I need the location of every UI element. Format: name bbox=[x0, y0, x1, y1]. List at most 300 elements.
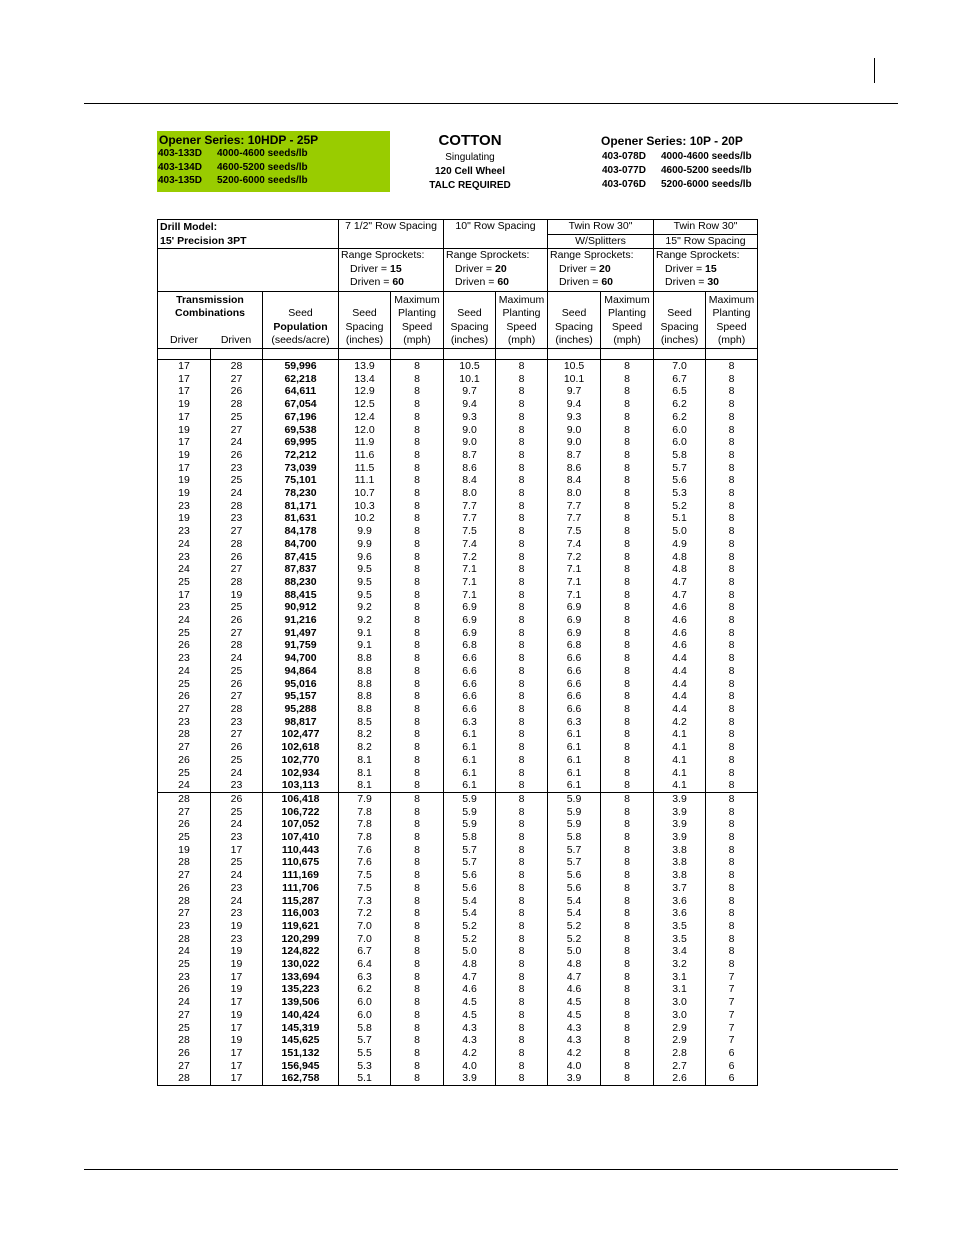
table-cell: 10.5 bbox=[444, 360, 496, 373]
table-cell: 9.2 bbox=[339, 614, 391, 627]
table-cell: 8.4 bbox=[548, 474, 601, 487]
trans-line-2: Combinations bbox=[175, 307, 245, 320]
population-cell: 91,497 bbox=[263, 627, 339, 640]
crop-title: COTTON bbox=[438, 132, 502, 149]
table-cell: 8 bbox=[706, 920, 758, 933]
population-cell: 88,230 bbox=[263, 576, 339, 589]
table-cell: 8 bbox=[496, 767, 548, 780]
h-spacing: Spacing bbox=[450, 320, 489, 333]
table-cell: 17 bbox=[211, 996, 263, 1009]
spacing-subtitle: W/Splitters bbox=[548, 234, 654, 249]
table-cell: 8 bbox=[391, 652, 444, 665]
table-cell: 19 bbox=[211, 958, 263, 971]
population-cell: 106,722 bbox=[263, 806, 339, 819]
h-spacing: Spacing bbox=[345, 320, 384, 333]
table-cell: 7.9 bbox=[339, 792, 391, 805]
table-cell: 4.4 bbox=[654, 703, 706, 716]
table-cell: 6.2 bbox=[654, 411, 706, 424]
table-cell: 8 bbox=[496, 411, 548, 424]
range-sprockets-label: Range Sprockets: bbox=[341, 249, 425, 261]
table-cell: 5.0 bbox=[444, 945, 496, 958]
table-cell: 8 bbox=[706, 844, 758, 857]
table-cell: 7.5 bbox=[444, 525, 496, 538]
table-row bbox=[158, 907, 758, 920]
table-cell: 5.6 bbox=[444, 869, 496, 882]
table-cell: 8 bbox=[706, 665, 758, 678]
table-cell: 8 bbox=[391, 678, 444, 691]
table-cell: 19 bbox=[158, 398, 211, 411]
table-row bbox=[158, 754, 758, 767]
population-cell: 94,864 bbox=[263, 665, 339, 678]
table-cell: 3.9 bbox=[654, 806, 706, 819]
table-cell: 8 bbox=[601, 844, 654, 857]
table-cell: 24 bbox=[158, 779, 211, 792]
opener-right-row bbox=[601, 164, 761, 178]
table-cell: 8 bbox=[496, 500, 548, 513]
table-cell: 8 bbox=[601, 627, 654, 640]
table-cell: 17 bbox=[158, 360, 211, 373]
population-cell: 145,319 bbox=[263, 1022, 339, 1035]
population-cell: 95,288 bbox=[263, 703, 339, 716]
table-cell: 27 bbox=[211, 627, 263, 640]
table-cell: 8 bbox=[706, 728, 758, 741]
table-cell: 6.5 bbox=[654, 385, 706, 398]
population-cell: 75,101 bbox=[263, 474, 339, 487]
table-cell: 4.4 bbox=[654, 652, 706, 665]
table-cell: 8 bbox=[391, 779, 444, 792]
table-row bbox=[158, 563, 758, 576]
table-cell: 3.1 bbox=[654, 971, 706, 984]
table-cell: 8.5 bbox=[339, 716, 391, 729]
table-cell: 5.4 bbox=[444, 907, 496, 920]
table-cell: 5.6 bbox=[654, 474, 706, 487]
table-cell: 8 bbox=[391, 1060, 444, 1073]
table-cell: 8 bbox=[496, 983, 548, 996]
opener-range: 4600-5200 seeds/lb bbox=[661, 165, 752, 176]
range-sprockets-label: Range Sprockets: bbox=[656, 249, 740, 261]
table-cell: 8 bbox=[601, 958, 654, 971]
table-cell: 28 bbox=[158, 1034, 211, 1047]
opener-range: 4000-4600 seeds/lb bbox=[661, 151, 752, 162]
table-cell: 8 bbox=[706, 487, 758, 500]
table-cell: 8 bbox=[601, 563, 654, 576]
table-cell: 26 bbox=[211, 678, 263, 691]
table-cell: 2.9 bbox=[654, 1022, 706, 1035]
table-cell: 9.7 bbox=[548, 385, 601, 398]
table-cell: 3.4 bbox=[654, 945, 706, 958]
table-cell: 3.8 bbox=[654, 844, 706, 857]
table-row bbox=[158, 1060, 758, 1073]
table-cell: 8 bbox=[601, 398, 654, 411]
table-cell: 7.2 bbox=[548, 551, 601, 564]
table-cell: 6.1 bbox=[548, 754, 601, 767]
blank-cell bbox=[158, 249, 339, 292]
table-cell: 5.1 bbox=[339, 1072, 391, 1085]
spacing-header bbox=[339, 220, 444, 249]
table-cell: 2.7 bbox=[654, 1060, 706, 1073]
table-cell: 6.0 bbox=[339, 1009, 391, 1022]
table-cell: 8.1 bbox=[339, 754, 391, 767]
table-cell: 17 bbox=[158, 462, 211, 475]
table-cell: 6.6 bbox=[548, 703, 601, 716]
table-cell: 7.1 bbox=[444, 563, 496, 576]
table-cell: 8 bbox=[391, 818, 444, 831]
table-cell: 8 bbox=[601, 474, 654, 487]
table-cell: 8 bbox=[496, 741, 548, 754]
table-cell: 8 bbox=[391, 690, 444, 703]
driven-col-label: Driven bbox=[220, 334, 252, 347]
table-cell: 8 bbox=[706, 551, 758, 564]
table-cell: 7.2 bbox=[339, 907, 391, 920]
table-cell: 8 bbox=[601, 449, 654, 462]
opener-code: 403-133D bbox=[158, 148, 202, 159]
table-cell: 5.9 bbox=[444, 818, 496, 831]
population-cell: 140,424 bbox=[263, 1009, 339, 1022]
table-row bbox=[158, 627, 758, 640]
table-cell: 8 bbox=[391, 601, 444, 614]
table-cell: 24 bbox=[211, 436, 263, 449]
table-cell: 9.4 bbox=[548, 398, 601, 411]
table-cell: 8 bbox=[601, 690, 654, 703]
table-cell: 6.1 bbox=[548, 767, 601, 780]
table-cell: 8 bbox=[391, 385, 444, 398]
table-cell: 10.1 bbox=[548, 373, 601, 386]
table-cell: 5.7 bbox=[548, 856, 601, 869]
seed-spacing-header bbox=[444, 292, 496, 349]
table-cell: 8 bbox=[706, 398, 758, 411]
table-cell: 8 bbox=[706, 436, 758, 449]
table-cell: 9.3 bbox=[444, 411, 496, 424]
table-cell: 28 bbox=[211, 538, 263, 551]
table-cell: 19 bbox=[211, 920, 263, 933]
table-cell: 8 bbox=[391, 474, 444, 487]
table-cell: 17 bbox=[211, 1022, 263, 1035]
table-cell: 5.2 bbox=[444, 933, 496, 946]
table-cell: 3.5 bbox=[654, 933, 706, 946]
table-cell: 8 bbox=[391, 895, 444, 908]
table-cell: 8 bbox=[706, 754, 758, 767]
table-cell: 6.3 bbox=[444, 716, 496, 729]
trans-line-1: Transmission bbox=[176, 293, 244, 306]
table-cell: 3.1 bbox=[654, 983, 706, 996]
table-cell: 8 bbox=[706, 678, 758, 691]
table-cell: 8 bbox=[496, 678, 548, 691]
driver-line bbox=[550, 263, 653, 277]
opener-code: 403-077D bbox=[602, 165, 646, 176]
table-cell: 19 bbox=[211, 589, 263, 602]
table-cell: 4.3 bbox=[444, 1022, 496, 1035]
table-cell: 6.9 bbox=[444, 601, 496, 614]
table-row bbox=[158, 639, 758, 652]
table-row bbox=[158, 996, 758, 1009]
table-cell: 8 bbox=[601, 856, 654, 869]
population-cell: 69,995 bbox=[263, 436, 339, 449]
table-cell: 8 bbox=[706, 933, 758, 946]
table-cell: 8.6 bbox=[548, 462, 601, 475]
table-row bbox=[158, 806, 758, 819]
table-cell: 8 bbox=[601, 831, 654, 844]
table-cell: 8 bbox=[391, 639, 444, 652]
table-cell: 23 bbox=[158, 652, 211, 665]
table-cell: 5.3 bbox=[339, 1060, 391, 1073]
table-cell: 27 bbox=[158, 741, 211, 754]
table-cell: 5.4 bbox=[444, 895, 496, 908]
table-cell: 8 bbox=[496, 844, 548, 857]
h-speed: Speed bbox=[401, 320, 433, 333]
population-cell: 151,132 bbox=[263, 1047, 339, 1060]
table-cell: 5.4 bbox=[548, 895, 601, 908]
table-cell: 8 bbox=[601, 551, 654, 564]
table-cell: 23 bbox=[158, 971, 211, 984]
table-cell: 8 bbox=[391, 844, 444, 857]
table-cell: 26 bbox=[158, 983, 211, 996]
table-cell: 8 bbox=[391, 806, 444, 819]
drill-model-cell bbox=[158, 220, 339, 249]
table-cell: 7.1 bbox=[548, 589, 601, 602]
driver-value: 20 bbox=[494, 262, 507, 275]
table-cell: 8.8 bbox=[339, 665, 391, 678]
table-row bbox=[158, 360, 758, 373]
table-cell: 28 bbox=[158, 1072, 211, 1085]
table-cell: 8 bbox=[391, 665, 444, 678]
table-cell: 8 bbox=[706, 831, 758, 844]
table-cell: 8 bbox=[391, 1034, 444, 1047]
table-cell: 4.3 bbox=[548, 1022, 601, 1035]
seed-population-header bbox=[263, 292, 339, 349]
table-cell: 4.5 bbox=[444, 996, 496, 1009]
table-cell: 11.6 bbox=[339, 449, 391, 462]
table-cell: 24 bbox=[158, 538, 211, 551]
population-cell: 81,171 bbox=[263, 500, 339, 513]
table-cell: 4.4 bbox=[654, 678, 706, 691]
table-cell: 8 bbox=[496, 436, 548, 449]
h-maximum: Maximum bbox=[708, 293, 755, 306]
table-cell: 8 bbox=[601, 652, 654, 665]
h-speed: Speed bbox=[716, 320, 747, 333]
population-cell: 91,216 bbox=[263, 614, 339, 627]
driven-label: Driven = bbox=[350, 276, 393, 289]
table-cell: 7 bbox=[706, 1034, 758, 1047]
population-cell: 59,996 bbox=[263, 360, 339, 373]
table-cell: 4.7 bbox=[654, 576, 706, 589]
table-cell: 4.3 bbox=[548, 1034, 601, 1047]
header-rule bbox=[84, 103, 898, 104]
table-cell: 8 bbox=[391, 360, 444, 373]
driver-line bbox=[341, 263, 443, 277]
table-cell: 24 bbox=[211, 652, 263, 665]
table-cell: 27 bbox=[158, 1009, 211, 1022]
table-cell: 8 bbox=[496, 614, 548, 627]
seed-spacing-header bbox=[654, 292, 706, 349]
table-cell: 12.0 bbox=[339, 424, 391, 437]
table-cell: 8 bbox=[706, 882, 758, 895]
table-cell: 8 bbox=[601, 424, 654, 437]
table-row bbox=[158, 945, 758, 958]
table-cell: 3.0 bbox=[654, 996, 706, 1009]
table-cell: 8 bbox=[496, 996, 548, 1009]
table-cell: 8 bbox=[601, 576, 654, 589]
table-cell: 8 bbox=[706, 945, 758, 958]
table-cell: 6.6 bbox=[548, 652, 601, 665]
table-cell: 7 bbox=[706, 983, 758, 996]
table-cell: 28 bbox=[211, 639, 263, 652]
table-cell: 24 bbox=[211, 895, 263, 908]
table-cell: 24 bbox=[158, 945, 211, 958]
table-cell: 6.7 bbox=[339, 945, 391, 958]
table-cell: 6.0 bbox=[339, 996, 391, 1009]
population-cell: 107,052 bbox=[263, 818, 339, 831]
population-cell: 73,039 bbox=[263, 462, 339, 475]
table-cell: 8 bbox=[496, 869, 548, 882]
table-cell: 19 bbox=[211, 1034, 263, 1047]
table-cell: 8 bbox=[391, 487, 444, 500]
table-cell: 8 bbox=[706, 385, 758, 398]
table-row bbox=[158, 449, 758, 462]
table-cell: 4.6 bbox=[654, 627, 706, 640]
table-cell: 9.0 bbox=[444, 424, 496, 437]
table-cell: 7 bbox=[706, 1022, 758, 1035]
table-cell: 3.6 bbox=[654, 907, 706, 920]
table-row bbox=[158, 601, 758, 614]
table-cell: 8 bbox=[391, 1022, 444, 1035]
table-cell: 8 bbox=[601, 983, 654, 996]
table-row bbox=[158, 373, 758, 386]
table-cell: 8 bbox=[496, 1034, 548, 1047]
table-cell: 10.3 bbox=[339, 500, 391, 513]
table-cell: 6.1 bbox=[548, 779, 601, 792]
table-cell: 8 bbox=[391, 1072, 444, 1085]
table-cell: 8 bbox=[391, 767, 444, 780]
table-cell: 3.0 bbox=[654, 1009, 706, 1022]
table-cell: 24 bbox=[211, 767, 263, 780]
table-cell: 8 bbox=[496, 792, 548, 805]
table-cell: 8 bbox=[391, 958, 444, 971]
h-seed: Seed bbox=[457, 307, 482, 320]
table-cell: 8 bbox=[391, 538, 444, 551]
table-cell: 8 bbox=[496, 1060, 548, 1073]
table-cell: 26 bbox=[211, 449, 263, 462]
table-cell: 24 bbox=[158, 665, 211, 678]
max-speed-header bbox=[601, 292, 654, 349]
table-cell: 5.8 bbox=[339, 1022, 391, 1035]
table-row bbox=[158, 869, 758, 882]
h-mph: (mph) bbox=[403, 334, 431, 347]
table-cell: 5.1 bbox=[654, 512, 706, 525]
table-cell: 8 bbox=[496, 690, 548, 703]
population-cell: 81,631 bbox=[263, 512, 339, 525]
table-cell: 8 bbox=[706, 538, 758, 551]
table-cell: 6.9 bbox=[548, 601, 601, 614]
table-cell: 8 bbox=[601, 933, 654, 946]
population-cell: 64,611 bbox=[263, 385, 339, 398]
table-cell: 7.4 bbox=[444, 538, 496, 551]
table-cell: 4.1 bbox=[654, 741, 706, 754]
table-cell: 8 bbox=[601, 907, 654, 920]
opener-series-left bbox=[157, 131, 390, 192]
driven-value: 30 bbox=[707, 276, 720, 289]
table-cell: 4.3 bbox=[444, 1034, 496, 1047]
table-cell: 8.7 bbox=[444, 449, 496, 462]
table-cell: 2.8 bbox=[654, 1047, 706, 1060]
table-cell: 8 bbox=[391, 933, 444, 946]
table-cell: 9.9 bbox=[339, 525, 391, 538]
table-cell: 28 bbox=[211, 398, 263, 411]
table-cell: 8 bbox=[496, 360, 548, 373]
table-cell: 8 bbox=[391, 563, 444, 576]
table-cell: 6.6 bbox=[548, 665, 601, 678]
table-cell: 8 bbox=[601, 754, 654, 767]
table-cell: 7.8 bbox=[339, 806, 391, 819]
table-cell: 4.8 bbox=[444, 958, 496, 971]
table-row bbox=[158, 767, 758, 780]
spacing-title: Twin Row 30" bbox=[568, 220, 633, 232]
table-cell: 25 bbox=[211, 754, 263, 767]
table-cell: 8 bbox=[706, 856, 758, 869]
table-cell: 8 bbox=[601, 360, 654, 373]
table-cell: 7.8 bbox=[339, 831, 391, 844]
population-cell: 94,700 bbox=[263, 652, 339, 665]
table-cell: 8 bbox=[496, 652, 548, 665]
crop-subtitle-3: TALC REQUIRED bbox=[429, 180, 511, 191]
h-seed: Seed bbox=[352, 307, 377, 320]
table-cell: 4.2 bbox=[444, 1047, 496, 1060]
table-row bbox=[158, 844, 758, 857]
table-cell: 8 bbox=[496, 779, 548, 792]
table-cell: 27 bbox=[158, 703, 211, 716]
table-cell: 6.1 bbox=[444, 754, 496, 767]
table-cell: 8 bbox=[601, 436, 654, 449]
seed-spacing-header bbox=[339, 292, 391, 349]
h-mph: (mph) bbox=[613, 334, 641, 347]
table-cell: 8 bbox=[706, 449, 758, 462]
spacing-title: Twin Row 30" bbox=[673, 220, 738, 232]
table-cell: 5.7 bbox=[444, 844, 496, 857]
population-cell: 107,410 bbox=[263, 831, 339, 844]
table-cell: 6.9 bbox=[548, 627, 601, 640]
table-row bbox=[158, 933, 758, 946]
population-cell: 124,822 bbox=[263, 945, 339, 958]
table-cell: 10.1 bbox=[444, 373, 496, 386]
table-cell: 25 bbox=[211, 665, 263, 678]
table-cell: 19 bbox=[211, 983, 263, 996]
population-cell: 87,415 bbox=[263, 551, 339, 564]
table-cell: 6.2 bbox=[339, 983, 391, 996]
table-cell: 4.6 bbox=[654, 614, 706, 627]
table-cell: 7.1 bbox=[444, 589, 496, 602]
table-cell: 5.2 bbox=[654, 500, 706, 513]
table-cell: 8 bbox=[496, 424, 548, 437]
table-cell: 8 bbox=[391, 411, 444, 424]
table-row bbox=[158, 385, 758, 398]
table-row bbox=[158, 538, 758, 551]
table-cell: 8 bbox=[496, 627, 548, 640]
range-sprockets bbox=[654, 249, 758, 292]
h-seed: Seed bbox=[561, 307, 587, 320]
table-cell: 8 bbox=[601, 716, 654, 729]
h-mph: (mph) bbox=[717, 334, 746, 347]
table-cell: 7.6 bbox=[339, 844, 391, 857]
table-cell: 8 bbox=[706, 716, 758, 729]
table-cell: 8 bbox=[496, 806, 548, 819]
table-cell: 8 bbox=[496, 487, 548, 500]
table-cell: 8 bbox=[706, 525, 758, 538]
table-cell: 6 bbox=[706, 1072, 758, 1085]
table-cell: 28 bbox=[158, 856, 211, 869]
table-cell: 8 bbox=[706, 500, 758, 513]
table-cell: 9.2 bbox=[339, 601, 391, 614]
table-cell: 9.7 bbox=[444, 385, 496, 398]
table-cell: 7.2 bbox=[444, 551, 496, 564]
